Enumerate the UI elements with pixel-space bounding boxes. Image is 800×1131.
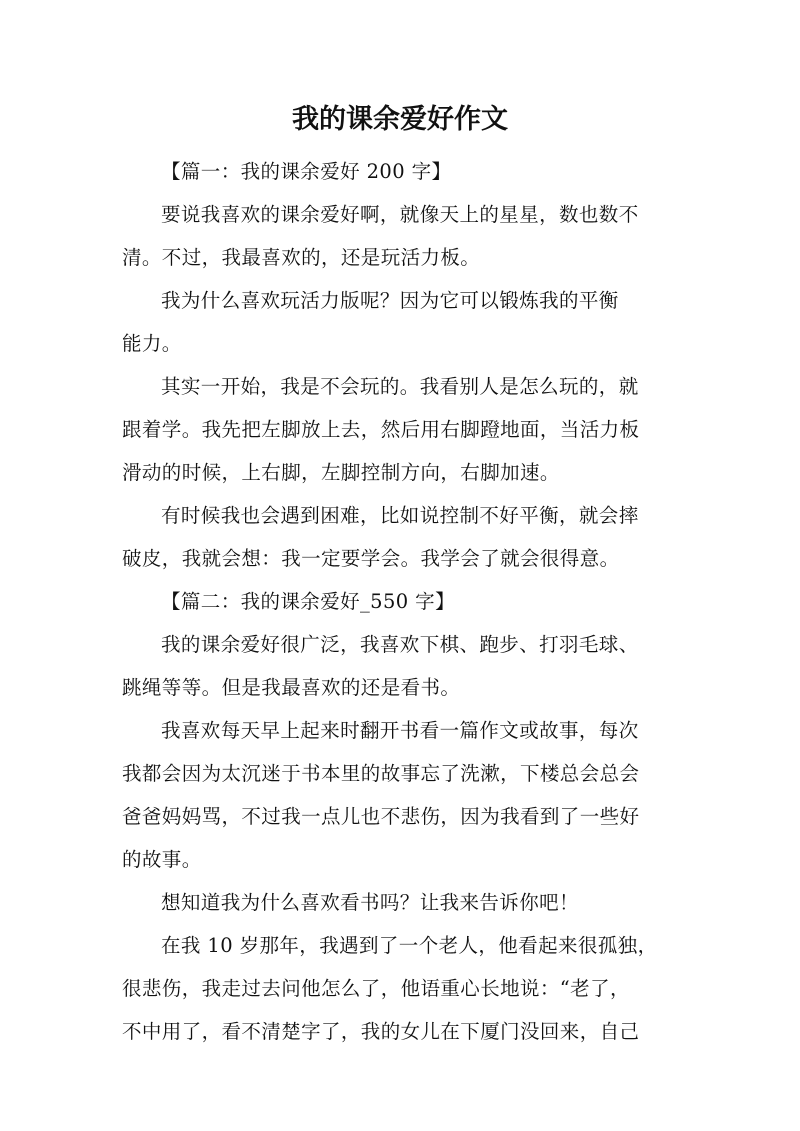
paragraph: 我为什么喜欢玩活力版呢？因为它可以锻炼我的平衡 能力。 (122, 289, 619, 355)
paragraph: 我喜欢每天早上起来时翻开书看一篇作文或故事，每次 我都会因为太沉迷于书本里的故事忘了洗漱，下楼总会总会 爸爸妈妈骂，不过我一点儿也不悲伤，因为我看到了一些好 的故事。 (122, 719, 640, 871)
paragraph: 要说我喜欢的课余爱好啊，就像天上的星星，数也数不 清。不过，我最喜欢的，还是玩活力板。 (122, 203, 639, 269)
paragraph: 我的课余爱好很广泛，我喜欢下棋、跑步、打羽毛球、 跳绳等等。但是我最喜欢的还是看书。 (122, 633, 639, 699)
paragraph: 在我 10 岁那年，我遇到了一个老人，他看起来很孤独， 很悲伤，我走过去问他怎么了，他语重心长地说：“老了， 不中用了，看不清楚字了，我的女儿在下厦门没回来，自己 (122, 934, 658, 1043)
section-heading-2: 【篇二：我的课余爱好_550 字】 (161, 590, 455, 613)
paragraph: 其实一开始，我是不会玩的。我看别人是怎么玩的，就 跟着学。我先把左脚放上去，然后用右脚蹬地面，当活力板 滑动的时候，上右脚，左脚控制方向，右脚加速。 (122, 375, 640, 484)
document-body (122, 150, 682, 1053)
section-heading-1: 【篇一：我的课余爱好 200 字】 (161, 160, 452, 183)
paragraph: 想知道我为什么喜欢看书吗？让我来告诉你吧！ (161, 891, 579, 914)
paragraph: 有时候我也会遇到困难，比如说控制不好平衡，就会摔 破皮，我就会想：我一定要学会。我学会了就会很得意。 (122, 504, 639, 570)
document-title: 我的课余爱好作文 (292, 104, 508, 135)
